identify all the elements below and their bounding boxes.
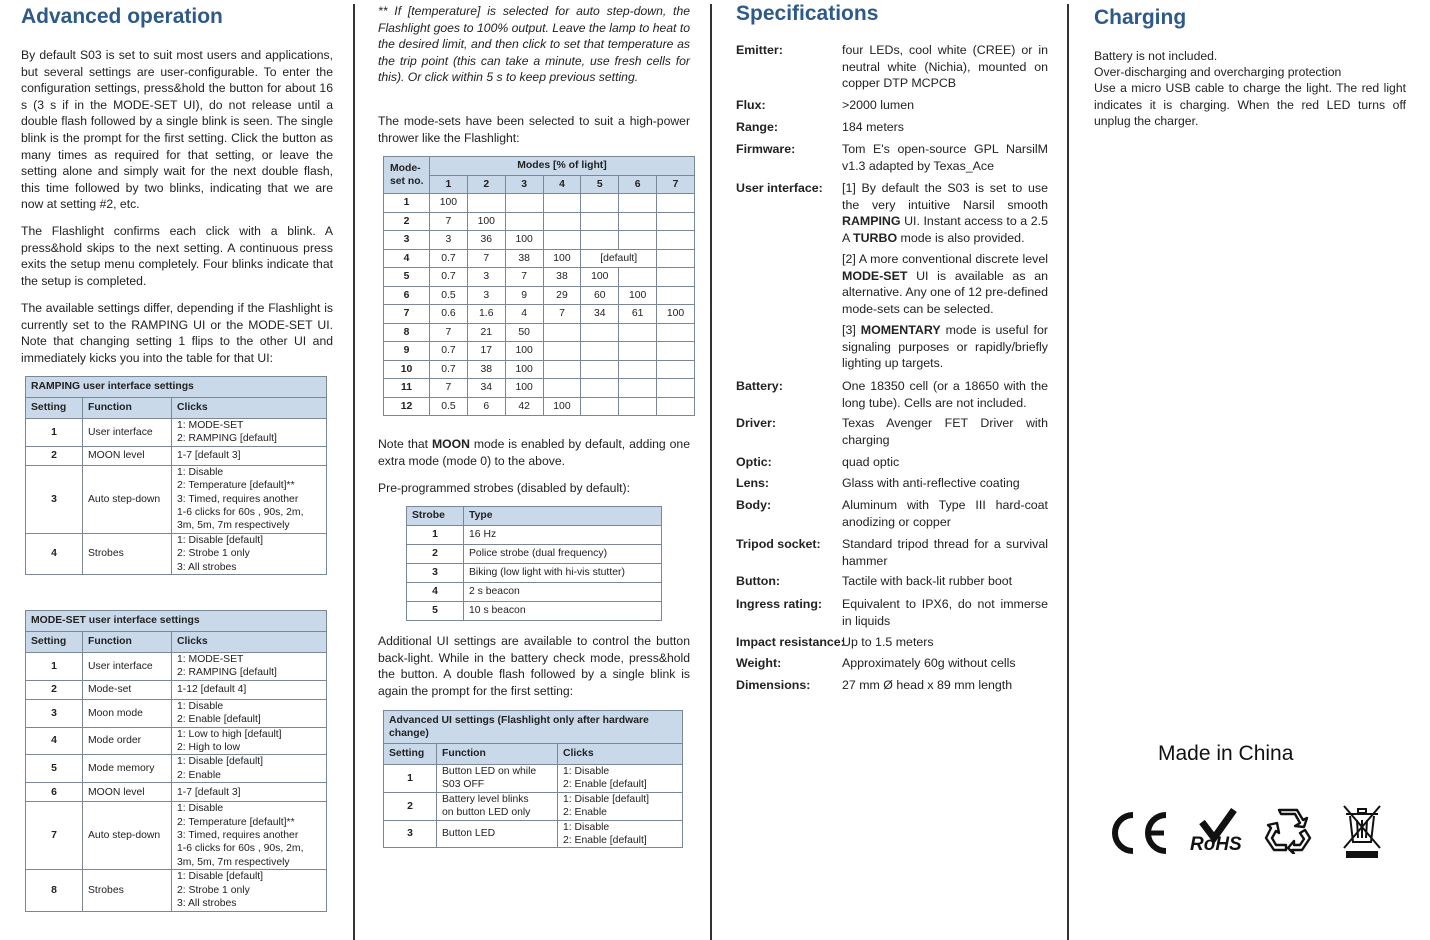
spec-value: 184 meters xyxy=(842,120,904,134)
charging-line-3: Use a micro USB cable to charge the light. The red light indicates it is charging. When the red LED turns off unplug the charger. xyxy=(1094,81,1406,129)
spec-key: Flux: xyxy=(736,98,766,112)
spec-value: quad optic xyxy=(842,455,900,469)
mode-value: 0.7 xyxy=(430,342,468,361)
table-row xyxy=(26,533,327,574)
mode-value: 7 xyxy=(430,323,468,342)
setting-number: 1 xyxy=(384,765,437,793)
mode-value: 1.6 xyxy=(467,305,505,324)
mode-value xyxy=(619,212,657,231)
mode-value: 100 xyxy=(430,194,468,213)
mode-value xyxy=(543,323,581,342)
modeset-number: 1 xyxy=(384,194,430,213)
table-row xyxy=(26,870,327,911)
strobe-number: 4 xyxy=(407,583,464,602)
strobe-type: 16 Hz xyxy=(464,526,662,545)
table-row xyxy=(407,526,662,545)
table-row xyxy=(407,583,662,602)
setting-number: 2 xyxy=(26,680,83,699)
mode-column-header: 6 xyxy=(619,176,657,194)
spec-key: User interface: xyxy=(736,181,823,195)
mode-value: 7 xyxy=(430,212,468,231)
mode-value: 7 xyxy=(430,379,468,398)
mode-value xyxy=(619,194,657,213)
strobe-type: 10 s beacon xyxy=(464,602,662,621)
setting-function: User interface xyxy=(83,419,172,447)
spec-key: Tripod socket: xyxy=(736,537,821,551)
advanced-operation-title: Advanced operation xyxy=(21,5,223,28)
setting-clicks: 1: MODE-SET 2: RAMPING [default] xyxy=(172,653,327,681)
setting-clicks: 1-7 [default 3] xyxy=(172,446,327,465)
mode-value xyxy=(657,360,695,379)
mode-value xyxy=(543,360,581,379)
charging-title: Charging xyxy=(1094,6,1187,29)
mode-value xyxy=(619,323,657,342)
setting-number: 6 xyxy=(26,783,83,802)
mode-value: 100 xyxy=(543,397,581,416)
mode-value xyxy=(581,194,619,213)
table-row xyxy=(26,727,327,755)
table-row xyxy=(384,379,695,398)
mode-value: 38 xyxy=(543,268,581,287)
setting-clicks: 1: Disable [default] 2: Strobe 1 only 3: All strobes xyxy=(172,870,327,911)
setting-number: 1 xyxy=(26,653,83,681)
table-row xyxy=(26,653,327,681)
mode-value xyxy=(619,379,657,398)
spec-key: Battery: xyxy=(736,379,783,393)
modesets-intro: The mode-sets have been selected to suit a high-power thrower like the Flashlight: xyxy=(378,114,690,145)
setting-clicks: 1: Disable 2: Temperature [default]** 3: Timed, requires another 1-6 clicks for 60s , 90s, 2m, 3m, 5m, 7m respectively xyxy=(172,802,327,870)
advanced-operation-p1: By default S03 is set to suit most users and applications, but several settings are user-configurable. To enter the configuration settings, press&hold the button for about 16 s (3 s if in the MODE-SET UI), do not release until a double flash followed by a single blink is seen. The single blink is the prompt for the first setting. Click the button as many times as required for that setting, or leave the setting alone and simply wait for the next double flash, this time followed by two blinks, indicating that we are now at setting #2, etc. xyxy=(21,48,333,212)
setting-function: MOON level xyxy=(83,783,172,802)
mode-value xyxy=(619,397,657,416)
mode-value xyxy=(657,286,695,305)
spec-value: Up to 1.5 meters xyxy=(842,635,934,649)
spec-value: Tom E's open-source GPL NarsilM v1.3 adapted by Texas_Ace xyxy=(842,142,1048,173)
mode-value: 50 xyxy=(505,323,543,342)
mode-column-header: 7 xyxy=(657,176,695,194)
setting-number: 7 xyxy=(26,802,83,870)
advanced-operation-p2: The Flashlight confirms each click with a blink. A press&hold skips to the next setting. A continuous press exits the setup menu completely. Four blinks indicate that the setup is completed. xyxy=(21,224,333,288)
col-header: Clicks xyxy=(172,632,327,653)
modes-caption: Modes [% of light] xyxy=(430,157,695,176)
mode-value xyxy=(581,212,619,231)
mode-value xyxy=(581,360,619,379)
mode-value xyxy=(657,397,695,416)
modeset-number: 8 xyxy=(384,323,430,342)
mode-value xyxy=(657,323,695,342)
setting-function: Button LED on while S03 OFF xyxy=(437,765,558,793)
mode-column-header: 3 xyxy=(505,176,543,194)
table-row xyxy=(384,212,695,231)
table-row xyxy=(384,792,683,820)
modeset-number: 11 xyxy=(384,379,430,398)
setting-function: Battery level blinks on button LED only xyxy=(437,792,558,820)
strobe-number: 2 xyxy=(407,545,464,564)
mode-value xyxy=(657,379,695,398)
mode-value: 100 xyxy=(619,286,657,305)
col-header: Setting xyxy=(26,398,83,419)
spec-value: Texas Avenger FET Driver with charging xyxy=(842,416,1048,447)
mode-value: 42 xyxy=(505,397,543,416)
mode-value xyxy=(505,194,543,213)
table-caption: RAMPING user interface settings xyxy=(26,377,327,398)
strobes-table xyxy=(406,506,662,621)
modeset-number: 4 xyxy=(384,249,430,268)
mode-value xyxy=(543,342,581,361)
mode-value xyxy=(619,342,657,361)
setting-clicks: 1: Disable 2: Enable [default] xyxy=(558,765,683,793)
strobes-intro: Pre-programmed strobes (disabled by default): xyxy=(378,481,630,495)
spec-key: Impact resistance: xyxy=(736,635,845,649)
mode-value xyxy=(619,360,657,379)
table-row xyxy=(26,465,327,533)
setting-number: 3 xyxy=(26,465,83,533)
mode-column-header: 5 xyxy=(581,176,619,194)
setting-clicks: 1-7 [default 3] xyxy=(172,783,327,802)
col-header: Function xyxy=(437,744,558,765)
mode-value xyxy=(619,268,657,287)
mode-value: 60 xyxy=(581,286,619,305)
table-row xyxy=(384,286,695,305)
setting-number: 3 xyxy=(26,699,83,727)
strobe-type: Biking (low light with hi-vis stutter) xyxy=(464,564,662,583)
temperature-footnote: ** If [temperature] is selected for auto step-down, the Flashlight goes to 100% output. Leave the lamp to heat to the desired limit, and then click to set that temperature as the trip point (this can take a minute, use fresh cells for this). Or click within 5 s to keep previous setting. xyxy=(378,4,690,85)
spec-key: Firmware: xyxy=(736,142,796,156)
col-header: Setting xyxy=(26,632,83,653)
mode-value: 3 xyxy=(467,268,505,287)
modeset-number: 12 xyxy=(384,397,430,416)
setting-function: Mode memory xyxy=(83,755,172,783)
table-row xyxy=(26,419,327,447)
charging-line-2: Over-discharging and overcharging protection xyxy=(1094,65,1342,79)
mode-value: 61 xyxy=(619,305,657,324)
mode-column-header: 4 xyxy=(543,176,581,194)
modeset-number: 3 xyxy=(384,231,430,250)
modeset-number: 6 xyxy=(384,286,430,305)
mode-value: 0.6 xyxy=(430,305,468,324)
table-row xyxy=(384,268,695,287)
spec-value: Equivalent to IPX6, do not immerse in liquids xyxy=(842,597,1048,628)
mode-value: 34 xyxy=(581,305,619,324)
mode-value xyxy=(581,231,619,250)
table-row xyxy=(384,765,683,793)
modeset-number: 2 xyxy=(384,212,430,231)
mode-value: 0.7 xyxy=(430,249,468,268)
table-row xyxy=(384,231,695,250)
mode-value: 38 xyxy=(467,360,505,379)
setting-number: 4 xyxy=(26,533,83,574)
table-row xyxy=(26,802,327,870)
modeset-number: 10 xyxy=(384,360,430,379)
table-row xyxy=(384,397,695,416)
table-row xyxy=(26,446,327,465)
ce-mark-icon xyxy=(1106,810,1170,856)
setting-function: MOON level xyxy=(83,446,172,465)
setting-clicks: 1: Disable 2: Temperature [default]** 3: Timed, requires another 1-6 clicks for 60s , 90s, 2m, 3m, 5m, 7m respectively xyxy=(172,465,327,533)
mode-value: 0.7 xyxy=(430,268,468,287)
specifications-title: Specifications xyxy=(736,2,879,25)
col-header: Clicks xyxy=(558,744,683,765)
spec-key: Ingress rating: xyxy=(736,597,823,611)
table-row xyxy=(384,820,683,848)
table-row xyxy=(407,545,662,564)
table-caption: Advanced UI settings (Flashlight only after hardware change) xyxy=(384,711,683,744)
mode-value: 7 xyxy=(467,249,505,268)
setting-number: 1 xyxy=(26,419,83,447)
spec-value: Standard tripod thread for a survival hammer xyxy=(842,537,1048,568)
mode-value xyxy=(657,249,695,268)
mode-value xyxy=(581,323,619,342)
col-header: Setting xyxy=(384,744,437,765)
mode-value xyxy=(505,212,543,231)
strobe-number: 3 xyxy=(407,564,464,583)
spec-list xyxy=(736,0,1048,700)
mode-value: 100 xyxy=(543,249,581,268)
mode-value: 100 xyxy=(581,268,619,287)
mode-value xyxy=(619,231,657,250)
modeset-settings-table xyxy=(25,610,327,912)
mode-column-header: 2 xyxy=(467,176,505,194)
column-divider xyxy=(710,4,712,940)
advanced-ui-table xyxy=(383,710,683,848)
mode-value xyxy=(657,212,695,231)
setting-function: Strobes xyxy=(83,533,172,574)
mode-value: 3 xyxy=(467,286,505,305)
setting-number: 3 xyxy=(384,820,437,848)
spec-value: One 18350 cell (or a 18650 with the long tube). Cells are not included. xyxy=(842,379,1048,410)
col-header: Type xyxy=(464,507,662,526)
mode-value: 38 xyxy=(505,249,543,268)
setting-number: 2 xyxy=(26,446,83,465)
setting-clicks: 1: MODE-SET 2: RAMPING [default] xyxy=(172,419,327,447)
mode-value: 17 xyxy=(467,342,505,361)
spec-key: Weight: xyxy=(736,656,782,670)
setting-function: Mode order xyxy=(83,727,172,755)
mode-value: 0.5 xyxy=(430,286,468,305)
mode-value: 100 xyxy=(657,305,695,324)
mode-value xyxy=(543,379,581,398)
modeset-number: 5 xyxy=(384,268,430,287)
strobe-type: 2 s beacon xyxy=(464,583,662,602)
mode-value xyxy=(543,212,581,231)
table-row xyxy=(384,360,695,379)
table-row xyxy=(26,755,327,783)
setting-number: 2 xyxy=(384,792,437,820)
spec-value: [2] A more conventional discrete level MODE-SET UI is available as an alternative. Any one of 12 pre-defined mode-sets can be selected. xyxy=(842,252,1048,316)
ramping-settings-table xyxy=(25,376,327,575)
setting-function: Strobes xyxy=(83,870,172,911)
table-row xyxy=(384,342,695,361)
spec-value: >2000 lumen xyxy=(842,98,914,112)
setting-number: 5 xyxy=(26,755,83,783)
mode-value xyxy=(467,194,505,213)
spec-key: Body: xyxy=(736,498,772,512)
table-row xyxy=(26,680,327,699)
setting-clicks: 1: Disable [default] 2: Enable xyxy=(558,792,683,820)
spec-key: Optic: xyxy=(736,455,772,469)
table-caption: MODE-SET user interface settings xyxy=(26,611,327,632)
spec-value: [3] MOMENTARY mode is useful for signaling purposes or rapidly/briefly lighting up targets. xyxy=(842,323,1048,370)
table-row xyxy=(384,323,695,342)
table-row xyxy=(26,783,327,802)
rohs-mark-icon: RoHS xyxy=(1190,808,1250,858)
modeset-number: 9 xyxy=(384,342,430,361)
spec-key: Emitter: xyxy=(736,43,783,57)
mode-value xyxy=(543,231,581,250)
setting-function: Auto step-down xyxy=(83,465,172,533)
setting-function: Moon mode xyxy=(83,699,172,727)
setting-function: Mode-set xyxy=(83,680,172,699)
spec-value: [1] By default the S03 is set to use the very intuitive Narsil smooth RAMPING UI. Instant access to a 2.5 A TURBO mode is also provided. xyxy=(842,181,1048,245)
setting-function: Button LED xyxy=(437,820,558,848)
spec-key: Dimensions: xyxy=(736,678,811,692)
mode-value xyxy=(581,342,619,361)
table-row xyxy=(384,194,695,213)
mode-value xyxy=(543,194,581,213)
strobe-number: 5 xyxy=(407,602,464,621)
modeset-number: 7 xyxy=(384,305,430,324)
spec-key: Driver: xyxy=(736,416,776,430)
moon-note: Note that MOON mode is enabled by default, adding one extra mode (mode 0) to the above. xyxy=(378,437,690,468)
table-row xyxy=(407,602,662,621)
mode-value: 4 xyxy=(505,305,543,324)
mode-value: 0.7 xyxy=(430,360,468,379)
mode-value xyxy=(657,194,695,213)
column-divider xyxy=(353,4,355,940)
setting-clicks: 1: Disable [default] 2: Enable xyxy=(172,755,327,783)
spec-value: 27 mm Ø head x 89 mm length xyxy=(842,678,1013,692)
spec-value: four LEDs, cool white (CREE) or in neutral white (Nichia), mounted on copper DTP MCPCB xyxy=(842,43,1048,90)
mode-value: 9 xyxy=(505,286,543,305)
mode-value: 100 xyxy=(505,342,543,361)
recycle-icon xyxy=(1264,808,1312,854)
made-in-label: Made in China xyxy=(1158,742,1294,765)
spec-value: Tactile with back-lit rubber boot xyxy=(842,574,1013,588)
mode-value: 21 xyxy=(467,323,505,342)
spec-value: Glass with anti-reflective coating xyxy=(842,476,1020,490)
table-row xyxy=(384,249,695,268)
setting-number: 8 xyxy=(26,870,83,911)
mode-value: 100 xyxy=(505,360,543,379)
col-header: Strobe xyxy=(407,507,464,526)
mode-value xyxy=(657,231,695,250)
mode-value xyxy=(581,397,619,416)
column-divider xyxy=(1067,4,1069,940)
col-header: Clicks xyxy=(172,398,327,419)
additional-ui-intro: Additional UI settings are available to control the button back-light. While in the battery check mode, press&hold the button. A double flash followed by a single blink is again the prompt for the first setting: xyxy=(378,634,690,698)
table-row xyxy=(407,564,662,583)
mode-value: 7 xyxy=(505,268,543,287)
mode-value: 36 xyxy=(467,231,505,250)
setting-clicks: 1: Low to high [default] 2: High to low xyxy=(172,727,327,755)
mode-value: 6 xyxy=(467,397,505,416)
setting-number: 4 xyxy=(26,727,83,755)
mode-value: 0.5 xyxy=(430,397,468,416)
advanced-operation-p3: The available settings differ, depending if the Flashlight is currently set to the RAMPING UI or the MODE-SET UI. Note that changing setting 1 flips to the other UI and immediately kicks you into the table for that UI: xyxy=(21,301,333,365)
spec-key: Lens: xyxy=(736,476,770,490)
modes-table xyxy=(383,156,695,416)
mode-column-header: 1 xyxy=(430,176,468,194)
mode-value xyxy=(581,379,619,398)
strobe-type: Police strobe (dual frequency) xyxy=(464,545,662,564)
spec-value: Approximately 60g without cells xyxy=(842,656,1016,670)
col-header: Function xyxy=(83,632,172,653)
mode-value: 7 xyxy=(543,305,581,324)
setting-clicks: 1-12 [default 4] xyxy=(172,680,327,699)
spec-key: Range: xyxy=(736,120,778,134)
setting-clicks: 1: Disable 2: Enable [default] xyxy=(558,820,683,848)
mode-value: 29 xyxy=(543,286,581,305)
mode-value: 100 xyxy=(467,212,505,231)
mode-value: 100 xyxy=(505,231,543,250)
mode-value xyxy=(657,268,695,287)
setting-clicks: 1: Disable [default] 2: Strobe 1 only 3: All strobes xyxy=(172,533,327,574)
mode-value: 100 xyxy=(505,379,543,398)
modeset-corner-header: Mode-set no. xyxy=(384,157,430,194)
table-row xyxy=(384,305,695,324)
strobe-number: 1 xyxy=(407,526,464,545)
setting-function: Auto step-down xyxy=(83,802,172,870)
mode-value xyxy=(657,342,695,361)
weee-bin-icon xyxy=(1342,804,1382,860)
table-row xyxy=(26,699,327,727)
spec-key: Button: xyxy=(736,574,781,588)
mode-value: [default] xyxy=(581,249,657,268)
setting-clicks: 1: Disable 2: Enable [default] xyxy=(172,699,327,727)
mode-value: 3 xyxy=(430,231,468,250)
charging-line-1: Battery is not included. xyxy=(1094,49,1218,63)
mode-value: 34 xyxy=(467,379,505,398)
setting-function: User interface xyxy=(83,653,172,681)
spec-value: Aluminum with Type III hard-coat anodizing or copper xyxy=(842,498,1048,529)
col-header: Function xyxy=(83,398,172,419)
